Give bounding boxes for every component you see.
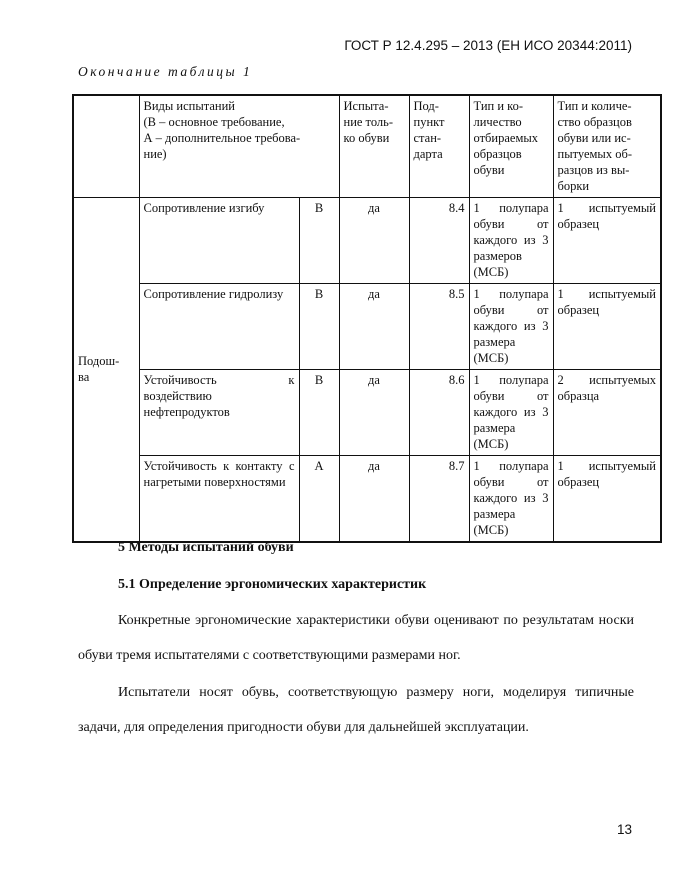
header-footwear-only: Испыта- ние толь- ко обуви bbox=[339, 95, 409, 198]
selection-value: 1 полупара обуви от каждого из 3 размера (МСБ) bbox=[469, 284, 553, 370]
selection-value: 1 полупара обуви от каждого из 3 размеров (МСБ) bbox=[469, 198, 553, 284]
page-number: 13 bbox=[616, 822, 632, 837]
table-header-row bbox=[73, 95, 661, 198]
specimens-value: 1 испытуемый образец bbox=[553, 198, 661, 284]
header-tests: Виды испытаний (В – основное требование, А – дополнительное требова- ние) bbox=[139, 95, 339, 198]
specimens-value: 1 испытуемый образец bbox=[553, 456, 661, 543]
test-name: Устойчивость к контакту с нагретыми поверхностями bbox=[139, 456, 299, 543]
subclause-value: 8.6 bbox=[409, 370, 469, 456]
paragraph-text: Конкретные эргономические характеристики обуви оценивают по результатам носки обуви тремя испытателями с соответствующими размерами ног. bbox=[78, 613, 634, 663]
subsection-heading: 5.1 Определение эргономических характеристик bbox=[118, 577, 427, 592]
test-table bbox=[72, 94, 662, 543]
footwear-only-value: да bbox=[339, 284, 409, 370]
paragraph bbox=[78, 603, 634, 673]
test-name: Сопротивление гидролизу bbox=[139, 284, 299, 370]
requirement-type: В bbox=[299, 284, 339, 370]
requirement-type: В bbox=[299, 198, 339, 284]
paragraph bbox=[78, 675, 634, 745]
test-name: Устойчивость к воздействию нефтепродуктов bbox=[139, 370, 299, 456]
table-row bbox=[73, 198, 661, 284]
group-sole: Подош- ва bbox=[73, 198, 139, 543]
section-heading: 5 Методы испытаний обуви bbox=[118, 540, 294, 555]
specimens-value: 2 испытуемых образца bbox=[553, 370, 661, 456]
standard-header: ГОСТ Р 12.4.295 – 2013 (ЕН ИСО 20344:2011) bbox=[344, 38, 632, 53]
subclause-value: 8.5 bbox=[409, 284, 469, 370]
header-selection: Тип и ко- личество отбираемых образцов обуви bbox=[469, 95, 553, 198]
requirement-type: В bbox=[299, 370, 339, 456]
table-row bbox=[73, 284, 661, 370]
subclause-value: 8.7 bbox=[409, 456, 469, 543]
paragraph-text: Испытатели носят обувь, соответствующую размеру ноги, моделируя типичные задачи, для определения пригодности обуви для дальнейшей эксплуатации. bbox=[78, 685, 634, 735]
requirement-type: А bbox=[299, 456, 339, 543]
selection-value: 1 полупара обуви от каждого из 3 размера (МСБ) bbox=[469, 370, 553, 456]
header-specimens: Тип и количе- ство образцов обуви или ис- пытуемых об- разцов из вы- борки bbox=[553, 95, 661, 198]
table-continuation-caption: Окончание таблицы 1 bbox=[78, 64, 253, 79]
table-row bbox=[73, 456, 661, 543]
selection-value: 1 полупара обуви от каждого из 3 размера (МСБ) bbox=[469, 456, 553, 543]
header-subclause: Под- пункт стан- дарта bbox=[409, 95, 469, 198]
test-name: Сопротивление изгибу bbox=[139, 198, 299, 284]
header-group-cell bbox=[73, 95, 139, 198]
table-row bbox=[73, 370, 661, 456]
footwear-only-value: да bbox=[339, 370, 409, 456]
footwear-only-value: да bbox=[339, 198, 409, 284]
specimens-value: 1 испытуемый образец bbox=[553, 284, 661, 370]
footwear-only-value: да bbox=[339, 456, 409, 543]
subclause-value: 8.4 bbox=[409, 198, 469, 284]
